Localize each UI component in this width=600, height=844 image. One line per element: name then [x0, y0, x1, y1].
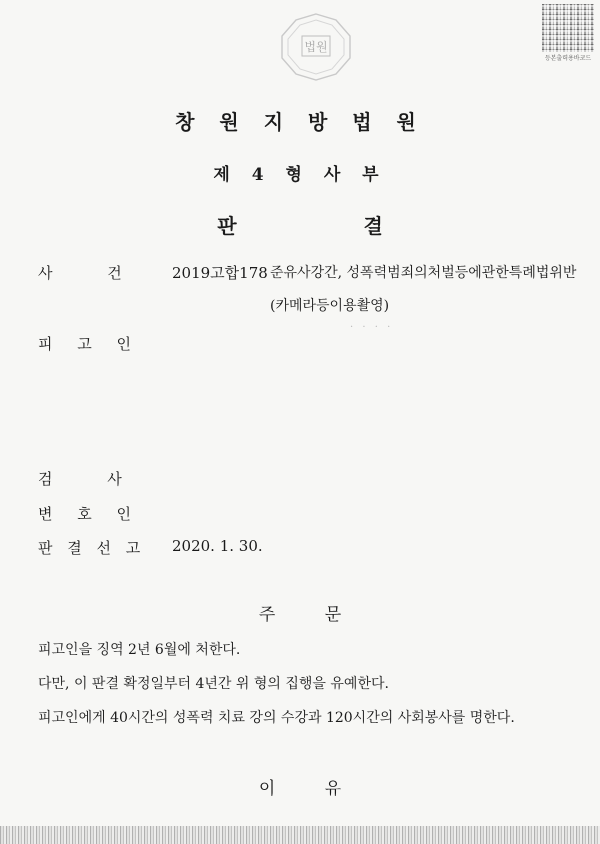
court-name: 창 원 지 방 법 원 — [175, 110, 425, 134]
case-label: 사 건 — [38, 264, 124, 282]
lawyer-label: 변 호 인 — [38, 505, 134, 523]
reason-title: 이 유 — [258, 779, 342, 799]
judgment-date: 2020. 1. 30. — [172, 537, 263, 555]
order-line: 피고인에게 40시간의 성폭력 치료 강의 수강과 120시간의 사회봉사를 명한다. — [38, 710, 515, 726]
document-barcode — [542, 4, 594, 52]
barcode-caption: 등본출력용바코드 — [544, 55, 592, 62]
case-charge: 준유사강간, 성폭력범죄의처벌등에관한특례법위반 — [270, 265, 577, 281]
seal-text: 법원 — [304, 40, 328, 54]
court-seal-emblem — [278, 12, 354, 82]
judgment-date-label: 판 결 선 고 — [38, 539, 143, 557]
prosecutor-label: 검 사 — [38, 470, 124, 488]
order-line: 다만, 이 판결 확정일부터 4년간 위 형의 집행을 유예한다. — [38, 676, 389, 692]
order-line: 피고인을 징역 2년 6월에 처한다. — [38, 642, 241, 658]
division-name: 제 4 형 사 부 — [213, 165, 387, 185]
defendant-label: 피 고 인 — [38, 335, 134, 353]
redacted-mark: · · · · — [350, 322, 394, 333]
case-number: 2019고합178 — [172, 264, 268, 282]
scan-edge-strip — [0, 826, 600, 844]
case-charge-detail: (카메라등이용촬영) — [270, 298, 390, 314]
document-type: 판 결 — [217, 214, 443, 238]
order-title: 주 문 — [258, 605, 342, 625]
